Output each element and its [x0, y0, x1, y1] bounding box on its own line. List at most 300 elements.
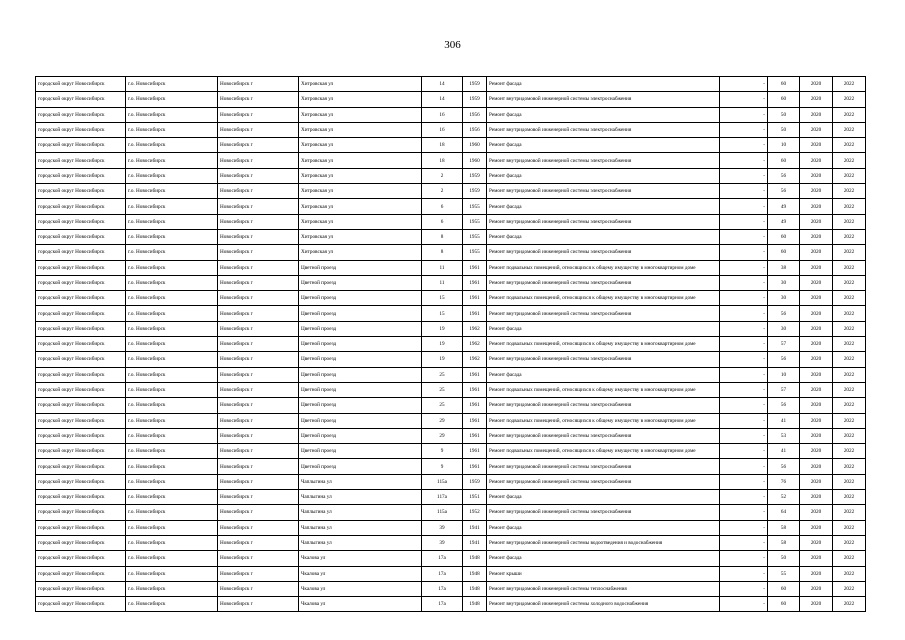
district-cell: г.о. Новосибирск	[126, 337, 218, 352]
district-cell: г.о. Новосибирск	[126, 321, 218, 336]
value-cell: 56	[768, 184, 800, 199]
city-cell: Новосибирск г	[218, 490, 299, 505]
municipality-cell: городской округ Новосибирск	[36, 398, 126, 413]
table-row	[36, 245, 866, 260]
table-row	[36, 275, 866, 290]
city-cell: Новосибирск г	[218, 520, 299, 535]
district-cell: г.о. Новосибирск	[126, 184, 218, 199]
value-cell: 49	[768, 214, 800, 229]
value-cell: 56	[768, 168, 800, 183]
street-cell: Чаплыгина ул	[299, 505, 422, 520]
build-year-cell: 1959	[463, 92, 487, 107]
end-year-cell: 2022	[833, 138, 866, 153]
street-cell: Чаплыгина ул	[299, 535, 422, 550]
street-cell: Цветной проезд	[299, 337, 422, 352]
district-cell: г.о. Новосибирск	[126, 398, 218, 413]
house-number-cell: 19	[422, 337, 463, 352]
start-year-cell: 2020	[800, 459, 833, 474]
street-cell: Чаплыгина ул	[299, 474, 422, 489]
start-year-cell: 2020	[800, 505, 833, 520]
start-year-cell: 2020	[800, 428, 833, 443]
table-row	[36, 337, 866, 352]
start-year-cell: 2020	[800, 199, 833, 214]
dash-cell: -	[720, 413, 768, 428]
street-cell: Цветной проезд	[299, 398, 422, 413]
value-cell: 56	[768, 352, 800, 367]
street-cell: Хитровская ул	[299, 138, 422, 153]
municipality-cell: городской округ Новосибирск	[36, 245, 126, 260]
start-year-cell: 2020	[800, 275, 833, 290]
work-type-cell: Ремонт фасада	[487, 520, 720, 535]
work-type-cell: Ремонт внутридомовой инженерной системы водоотведения и водоснабжения	[487, 535, 720, 550]
city-cell: Новосибирск г	[218, 428, 299, 443]
city-cell: Новосибирск г	[218, 199, 299, 214]
build-year-cell: 1959	[463, 77, 487, 92]
municipality-cell: городской округ Новосибирск	[36, 153, 126, 168]
municipality-cell: городской округ Новосибирск	[36, 581, 126, 596]
municipality-cell: городской округ Новосибирск	[36, 444, 126, 459]
municipality-cell: городской округ Новосибирск	[36, 337, 126, 352]
municipality-cell: городской округ Новосибирск	[36, 551, 126, 566]
district-cell: г.о. Новосибирск	[126, 92, 218, 107]
district-cell: г.о. Новосибирск	[126, 291, 218, 306]
table-row	[36, 291, 866, 306]
end-year-cell: 2022	[833, 77, 866, 92]
start-year-cell: 2020	[800, 490, 833, 505]
start-year-cell: 2020	[800, 597, 833, 612]
district-cell: г.о. Новосибирск	[126, 597, 218, 612]
house-number-cell: 8	[422, 245, 463, 260]
municipality-cell: городской округ Новосибирск	[36, 199, 126, 214]
end-year-cell: 2022	[833, 535, 866, 550]
end-year-cell: 2022	[833, 581, 866, 596]
table-row	[36, 428, 866, 443]
build-year-cell: 1961	[463, 367, 487, 382]
municipality-cell: городской округ Новосибирск	[36, 428, 126, 443]
street-cell: Чаплыгина ул	[299, 490, 422, 505]
house-number-cell: 19	[422, 352, 463, 367]
work-type-cell: Ремонт фасада	[487, 367, 720, 382]
build-year-cell: 1961	[463, 275, 487, 290]
dash-cell: -	[720, 275, 768, 290]
district-cell: г.о. Новосибирск	[126, 413, 218, 428]
house-number-cell: 14	[422, 92, 463, 107]
work-type-cell: Ремонт фасада	[487, 551, 720, 566]
work-type-cell: Ремонт подвальных помещений, относящихся к общему имуществу в многоквартирном доме	[487, 444, 720, 459]
work-type-cell: Ремонт фасада	[487, 321, 720, 336]
start-year-cell: 2020	[800, 352, 833, 367]
start-year-cell: 2020	[800, 321, 833, 336]
district-cell: г.о. Новосибирск	[126, 107, 218, 122]
end-year-cell: 2022	[833, 275, 866, 290]
value-cell: 60	[768, 153, 800, 168]
start-year-cell: 2020	[800, 229, 833, 244]
build-year-cell: 1941	[463, 520, 487, 535]
end-year-cell: 2022	[833, 214, 866, 229]
house-number-cell: 115а	[422, 505, 463, 520]
start-year-cell: 2020	[800, 444, 833, 459]
table-row	[36, 505, 866, 520]
value-cell: 50	[768, 551, 800, 566]
table-row	[36, 581, 866, 596]
build-year-cell: 1959	[463, 474, 487, 489]
value-cell: 64	[768, 505, 800, 520]
work-type-cell: Ремонт внутридомовой инженерной системы электроснабжения	[487, 153, 720, 168]
street-cell: Цветной проезд	[299, 291, 422, 306]
dash-cell: -	[720, 138, 768, 153]
end-year-cell: 2022	[833, 444, 866, 459]
district-cell: г.о. Новосибирск	[126, 551, 218, 566]
end-year-cell: 2022	[833, 337, 866, 352]
work-type-cell: Ремонт фасада	[487, 490, 720, 505]
table-row	[36, 199, 866, 214]
start-year-cell: 2020	[800, 122, 833, 137]
street-cell: Хитровская ул	[299, 153, 422, 168]
dash-cell: -	[720, 214, 768, 229]
value-cell: 58	[768, 520, 800, 535]
dash-cell: -	[720, 229, 768, 244]
build-year-cell: 1962	[463, 337, 487, 352]
district-cell: г.о. Новосибирск	[126, 168, 218, 183]
start-year-cell: 2020	[800, 291, 833, 306]
house-number-cell: 15	[422, 306, 463, 321]
street-cell: Чаплыгина ул	[299, 520, 422, 535]
district-cell: г.о. Новосибирск	[126, 367, 218, 382]
street-cell: Цветной проезд	[299, 367, 422, 382]
value-cell: 60	[768, 245, 800, 260]
city-cell: Новосибирск г	[218, 153, 299, 168]
build-year-cell: 1955	[463, 199, 487, 214]
value-cell: 30	[768, 275, 800, 290]
city-cell: Новосибирск г	[218, 138, 299, 153]
work-type-cell: Ремонт фасада	[487, 229, 720, 244]
table-row	[36, 382, 866, 397]
table-row	[36, 260, 866, 275]
work-type-cell: Ремонт внутридомовой инженерной системы электроснабжения	[487, 184, 720, 199]
work-type-cell: Ремонт внутридомовой инженерной системы электроснабжения	[487, 92, 720, 107]
city-cell: Новосибирск г	[218, 413, 299, 428]
municipality-cell: городской округ Новосибирск	[36, 214, 126, 229]
start-year-cell: 2020	[800, 245, 833, 260]
build-year-cell: 1941	[463, 535, 487, 550]
house-number-cell: 11	[422, 260, 463, 275]
municipality-cell: городской округ Новосибирск	[36, 367, 126, 382]
start-year-cell: 2020	[800, 413, 833, 428]
district-cell: г.о. Новосибирск	[126, 474, 218, 489]
table-row	[36, 138, 866, 153]
dash-cell: -	[720, 597, 768, 612]
start-year-cell: 2020	[800, 551, 833, 566]
table-row	[36, 168, 866, 183]
end-year-cell: 2022	[833, 184, 866, 199]
start-year-cell: 2020	[800, 367, 833, 382]
house-number-cell: 18	[422, 138, 463, 153]
municipality-cell: городской округ Новосибирск	[36, 291, 126, 306]
house-number-cell: 16	[422, 107, 463, 122]
work-type-cell: Ремонт внутридомовой инженерной системы холодного водоснабжения	[487, 597, 720, 612]
value-cell: 10	[768, 138, 800, 153]
value-cell: 60	[768, 77, 800, 92]
end-year-cell: 2022	[833, 122, 866, 137]
work-type-cell: Ремонт внутридомовой инженерной системы электроснабжения	[487, 459, 720, 474]
dash-cell: -	[720, 398, 768, 413]
value-cell: 60	[768, 92, 800, 107]
end-year-cell: 2022	[833, 245, 866, 260]
dash-cell: -	[720, 306, 768, 321]
municipality-cell: городской округ Новосибирск	[36, 597, 126, 612]
dash-cell: -	[720, 474, 768, 489]
city-cell: Новосибирск г	[218, 597, 299, 612]
dash-cell: -	[720, 291, 768, 306]
city-cell: Новосибирск г	[218, 275, 299, 290]
street-cell: Чкалова ул	[299, 581, 422, 596]
house-number-cell: 17а	[422, 581, 463, 596]
start-year-cell: 2020	[800, 566, 833, 581]
table-row	[36, 214, 866, 229]
value-cell: 57	[768, 382, 800, 397]
city-cell: Новосибирск г	[218, 214, 299, 229]
end-year-cell: 2022	[833, 459, 866, 474]
value-cell: 49	[768, 199, 800, 214]
district-cell: г.о. Новосибирск	[126, 153, 218, 168]
table-row	[36, 92, 866, 107]
work-type-cell: Ремонт внутридомовой инженерной системы теплоснабжения	[487, 581, 720, 596]
work-type-cell: Ремонт внутридомовой инженерной системы электроснабжения	[487, 505, 720, 520]
end-year-cell: 2022	[833, 490, 866, 505]
table-row	[36, 459, 866, 474]
start-year-cell: 2020	[800, 535, 833, 550]
end-year-cell: 2022	[833, 199, 866, 214]
end-year-cell: 2022	[833, 520, 866, 535]
start-year-cell: 2020	[800, 153, 833, 168]
start-year-cell: 2020	[800, 184, 833, 199]
value-cell: 10	[768, 367, 800, 382]
work-type-cell: Ремонт внутридомовой инженерной системы электроснабжения	[487, 474, 720, 489]
street-cell: Цветной проезд	[299, 260, 422, 275]
dash-cell: -	[720, 321, 768, 336]
build-year-cell: 1948	[463, 566, 487, 581]
end-year-cell: 2022	[833, 352, 866, 367]
street-cell: Чкалова ул	[299, 597, 422, 612]
work-type-cell: Ремонт фасада	[487, 77, 720, 92]
municipality-cell: городской округ Новосибирск	[36, 260, 126, 275]
table-row	[36, 229, 866, 244]
municipality-cell: городской округ Новосибирск	[36, 459, 126, 474]
city-cell: Новосибирск г	[218, 367, 299, 382]
start-year-cell: 2020	[800, 92, 833, 107]
street-cell: Хитровская ул	[299, 107, 422, 122]
house-number-cell: 8	[422, 229, 463, 244]
district-cell: г.о. Новосибирск	[126, 306, 218, 321]
value-cell: 30	[768, 291, 800, 306]
municipality-cell: городской округ Новосибирск	[36, 352, 126, 367]
city-cell: Новосибирск г	[218, 398, 299, 413]
house-number-cell: 9	[422, 459, 463, 474]
work-type-cell: Ремонт подвальных помещений, относящихся к общему имуществу в многоквартирном доме	[487, 260, 720, 275]
municipality-cell: городской округ Новосибирск	[36, 535, 126, 550]
start-year-cell: 2020	[800, 168, 833, 183]
table-row	[36, 321, 866, 336]
table-row	[36, 184, 866, 199]
value-cell: 56	[768, 398, 800, 413]
work-type-cell: Ремонт внутридомовой инженерной системы электроснабжения	[487, 428, 720, 443]
value-cell: 56	[768, 306, 800, 321]
house-number-cell: 19	[422, 321, 463, 336]
work-type-cell: Ремонт внутридомовой инженерной системы электроснабжения	[487, 398, 720, 413]
street-cell: Хитровская ул	[299, 245, 422, 260]
end-year-cell: 2022	[833, 566, 866, 581]
district-cell: г.о. Новосибирск	[126, 459, 218, 474]
value-cell: 60	[768, 581, 800, 596]
work-type-cell: Ремонт внутридомовой инженерной системы электроснабжения	[487, 306, 720, 321]
work-type-cell: Ремонт внутридомовой инженерной системы электроснабжения	[487, 245, 720, 260]
start-year-cell: 2020	[800, 581, 833, 596]
table-row	[36, 352, 866, 367]
city-cell: Новосибирск г	[218, 77, 299, 92]
district-cell: г.о. Новосибирск	[126, 505, 218, 520]
value-cell: 55	[768, 566, 800, 581]
build-year-cell: 1960	[463, 138, 487, 153]
start-year-cell: 2020	[800, 520, 833, 535]
district-cell: г.о. Новосибирск	[126, 138, 218, 153]
table-row	[36, 520, 866, 535]
dash-cell: -	[720, 581, 768, 596]
value-cell: 41	[768, 413, 800, 428]
value-cell: 53	[768, 428, 800, 443]
house-number-cell: 11	[422, 275, 463, 290]
house-number-cell: 39	[422, 520, 463, 535]
table-row	[36, 566, 866, 581]
house-number-cell: 29	[422, 413, 463, 428]
table-row	[36, 367, 866, 382]
house-number-cell: 39	[422, 535, 463, 550]
city-cell: Новосибирск г	[218, 107, 299, 122]
end-year-cell: 2022	[833, 367, 866, 382]
municipality-cell: городской округ Новосибирск	[36, 138, 126, 153]
city-cell: Новосибирск г	[218, 551, 299, 566]
work-type-cell: Ремонт фасада	[487, 199, 720, 214]
city-cell: Новосибирск г	[218, 459, 299, 474]
municipality-cell: городской округ Новосибирск	[36, 168, 126, 183]
start-year-cell: 2020	[800, 260, 833, 275]
city-cell: Новосибирск г	[218, 229, 299, 244]
build-year-cell: 1948	[463, 581, 487, 596]
work-type-cell: Ремонт фасада	[487, 138, 720, 153]
municipality-cell: городской округ Новосибирск	[36, 122, 126, 137]
street-cell: Цветной проезд	[299, 306, 422, 321]
table-row	[36, 444, 866, 459]
start-year-cell: 2020	[800, 138, 833, 153]
build-year-cell: 1961	[463, 459, 487, 474]
municipality-cell: городской округ Новосибирск	[36, 77, 126, 92]
house-number-cell: 117а	[422, 490, 463, 505]
house-number-cell: 29	[422, 428, 463, 443]
value-cell: 41	[768, 444, 800, 459]
build-year-cell: 1956	[463, 107, 487, 122]
table-row	[36, 490, 866, 505]
table-row	[36, 107, 866, 122]
end-year-cell: 2022	[833, 551, 866, 566]
city-cell: Новосибирск г	[218, 581, 299, 596]
build-year-cell: 1961	[463, 306, 487, 321]
dash-cell: -	[720, 122, 768, 137]
city-cell: Новосибирск г	[218, 122, 299, 137]
table-row	[36, 474, 866, 489]
district-cell: г.о. Новосибирск	[126, 275, 218, 290]
district-cell: г.о. Новосибирск	[126, 245, 218, 260]
dash-cell: -	[720, 168, 768, 183]
value-cell: 58	[768, 535, 800, 550]
street-cell: Цветной проезд	[299, 444, 422, 459]
build-year-cell: 1952	[463, 505, 487, 520]
end-year-cell: 2022	[833, 474, 866, 489]
dash-cell: -	[720, 382, 768, 397]
district-cell: г.о. Новосибирск	[126, 535, 218, 550]
work-type-cell: Ремонт внутридомовой инженерной системы электроснабжения	[487, 214, 720, 229]
house-number-cell: 9	[422, 444, 463, 459]
district-cell: г.о. Новосибирск	[126, 77, 218, 92]
district-cell: г.о. Новосибирск	[126, 122, 218, 137]
start-year-cell: 2020	[800, 107, 833, 122]
city-cell: Новосибирск г	[218, 337, 299, 352]
build-year-cell: 1955	[463, 245, 487, 260]
dash-cell: -	[720, 566, 768, 581]
table-row	[36, 597, 866, 612]
dash-cell: -	[720, 459, 768, 474]
build-year-cell: 1951	[463, 490, 487, 505]
value-cell: 60	[768, 597, 800, 612]
house-number-cell: 16	[422, 122, 463, 137]
house-number-cell: 6	[422, 199, 463, 214]
street-cell: Хитровская ул	[299, 184, 422, 199]
city-cell: Новосибирск г	[218, 245, 299, 260]
municipality-cell: городской округ Новосибирск	[36, 275, 126, 290]
work-type-cell: Ремонт внутридомовой инженерной системы электроснабжения	[487, 122, 720, 137]
street-cell: Цветной проезд	[299, 382, 422, 397]
value-cell: 52	[768, 490, 800, 505]
table-row	[36, 122, 866, 137]
dash-cell: -	[720, 337, 768, 352]
build-year-cell: 1959	[463, 184, 487, 199]
municipality-cell: городской округ Новосибирск	[36, 566, 126, 581]
start-year-cell: 2020	[800, 306, 833, 321]
city-cell: Новосибирск г	[218, 566, 299, 581]
city-cell: Новосибирск г	[218, 474, 299, 489]
table-row	[36, 413, 866, 428]
build-year-cell: 1955	[463, 229, 487, 244]
value-cell: 76	[768, 474, 800, 489]
work-type-cell: Ремонт подвальных помещений, относящихся к общему имуществу в многоквартирном доме	[487, 291, 720, 306]
value-cell: 56	[768, 459, 800, 474]
build-year-cell: 1961	[463, 444, 487, 459]
street-cell: Цветной проезд	[299, 275, 422, 290]
value-cell: 50	[768, 122, 800, 137]
build-year-cell: 1960	[463, 153, 487, 168]
work-type-cell: Ремонт крыши	[487, 566, 720, 581]
build-year-cell: 1961	[463, 398, 487, 413]
house-number-cell: 2	[422, 168, 463, 183]
end-year-cell: 2022	[833, 229, 866, 244]
work-type-cell: Ремонт подвальных помещений, относящихся к общему имуществу в многоквартирном доме	[487, 382, 720, 397]
dash-cell: -	[720, 199, 768, 214]
house-number-cell: 14	[422, 77, 463, 92]
start-year-cell: 2020	[800, 474, 833, 489]
city-cell: Новосибирск г	[218, 92, 299, 107]
house-number-cell: 6	[422, 214, 463, 229]
street-cell: Чкалова ул	[299, 566, 422, 581]
start-year-cell: 2020	[800, 337, 833, 352]
work-type-cell: Ремонт внутридомовой инженерной системы электроснабжения	[487, 275, 720, 290]
